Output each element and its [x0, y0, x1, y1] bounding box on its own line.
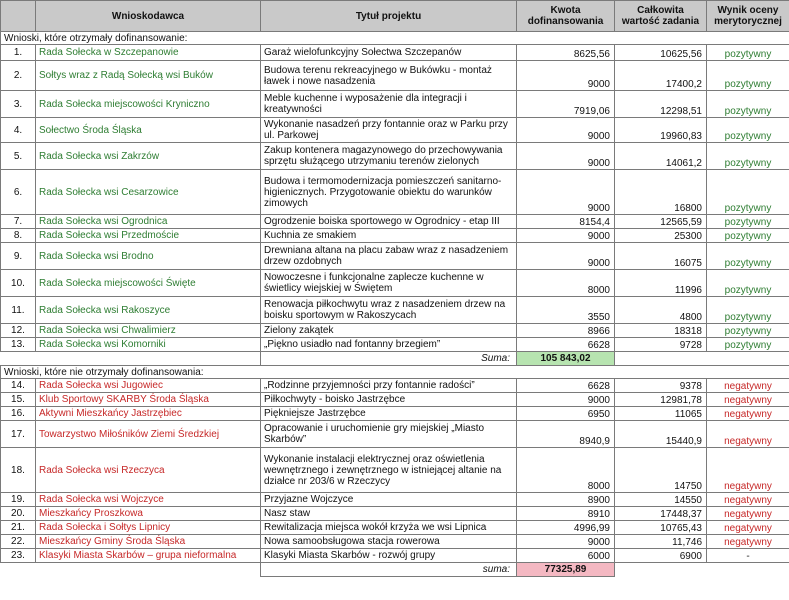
sum-value: 77325,89	[517, 563, 615, 577]
project-title-cell: Zakup kontenera magazynowego do przechowywania sprzętu służącego utrzymaniu terenów zielonych	[261, 143, 517, 170]
table-row	[1, 270, 789, 297]
applicant-cell: Rada Sołecka wsi Rakoszyce	[36, 297, 261, 324]
grant-amount-cell: 9000	[517, 229, 615, 243]
row-number: 7.	[1, 215, 36, 229]
row-number: 13.	[1, 338, 36, 352]
table-row	[1, 170, 789, 215]
result-cell: pozytywny	[707, 297, 789, 324]
section-funded-label: Wnioski, które otrzymały dofinansowanie:	[1, 32, 789, 45]
total-value-cell: 14061,2	[615, 143, 707, 170]
sum-row-unfunded	[1, 563, 789, 577]
result-cell: pozytywny	[707, 324, 789, 338]
result-cell: negatywny	[707, 521, 789, 535]
grant-amount-cell: 8900	[517, 493, 615, 507]
sum-blank	[1, 563, 261, 577]
result-cell: pozytywny	[707, 215, 789, 229]
project-title-cell: Klasyki Miasta Skarbów - rozwój grupy	[261, 549, 517, 563]
table-row	[1, 521, 789, 535]
row-number: 1.	[1, 45, 36, 61]
section-funded	[1, 32, 789, 45]
project-title-cell: „Rodzinne przyjemności przy fontannie radości”	[261, 379, 517, 393]
grant-amount-cell: 8910	[517, 507, 615, 521]
total-value-cell: 16800	[615, 170, 707, 215]
row-number: 18.	[1, 448, 36, 493]
table-row	[1, 143, 789, 170]
applicant-cell: Sołectwo Środa Śląska	[36, 118, 261, 143]
table-row	[1, 118, 789, 143]
header-number	[1, 1, 36, 32]
sum-blank	[615, 563, 789, 577]
total-value-cell: 14750	[615, 448, 707, 493]
total-value-cell: 17400,2	[615, 61, 707, 91]
header-applicant: Wnioskodawca	[36, 1, 261, 32]
project-title-cell: Ogrodzenie boiska sportowego w Ogrodnicy - etap III	[261, 215, 517, 229]
grant-amount-cell: 9000	[517, 143, 615, 170]
project-title-cell: Budowa terenu rekreacyjnego w Bukówku - montaż ławek i nowe nasadzenia	[261, 61, 517, 91]
grant-amount-cell: 9000	[517, 243, 615, 270]
row-number: 8.	[1, 229, 36, 243]
total-value-cell: 12565,59	[615, 215, 707, 229]
project-title-cell: Przyjazne Wojczyce	[261, 493, 517, 507]
row-number: 16.	[1, 407, 36, 421]
result-cell: pozytywny	[707, 143, 789, 170]
result-cell: negatywny	[707, 493, 789, 507]
result-cell: pozytywny	[707, 91, 789, 118]
result-cell: pozytywny	[707, 170, 789, 215]
sum-blank	[615, 352, 789, 366]
applicant-cell: Aktywni Mieszkańcy Jastrzębiec	[36, 407, 261, 421]
applicant-cell: Rada Sołecka miejscowości Kryniczno	[36, 91, 261, 118]
grant-amount-cell: 3550	[517, 297, 615, 324]
row-number: 19.	[1, 493, 36, 507]
grant-amount-cell: 9000	[517, 535, 615, 549]
header-grant: Kwota dofinansowania	[517, 1, 615, 32]
table-row	[1, 338, 789, 352]
result-cell: negatywny	[707, 448, 789, 493]
applicant-cell: Rada Sołecka wsi Cesarzowice	[36, 170, 261, 215]
grant-amount-cell: 9000	[517, 61, 615, 91]
section-unfunded-label: Wnioski, które nie otrzymały dofinansowania:	[1, 366, 789, 379]
project-title-cell: Nowoczesne i funkcjonalne zaplecze kuchenne w świetlicy wiejskiej w Świętem	[261, 270, 517, 297]
project-title-cell: Wykonanie nasadzeń przy fontannie oraz w Parku przy ul. Parkowej	[261, 118, 517, 143]
applicant-cell: Mieszkańcy Gminy Środa Śląska	[36, 535, 261, 549]
table-row	[1, 407, 789, 421]
total-value-cell: 10765,43	[615, 521, 707, 535]
total-value-cell: 16075	[615, 243, 707, 270]
applicant-cell: Rada Sołecka wsi Jugowiec	[36, 379, 261, 393]
result-cell: negatywny	[707, 393, 789, 407]
project-title-cell: Wykonanie instalacji elektrycznej oraz oświetlenia wewnętrznego i zewnętrznego w istniejącej altanie na działce nr 203/6 w Rzeczycy	[261, 448, 517, 493]
table-row	[1, 229, 789, 243]
total-value-cell: 17448,37	[615, 507, 707, 521]
project-title-cell: Nowa samoobsługowa stacja rowerowa	[261, 535, 517, 549]
result-cell: pozytywny	[707, 270, 789, 297]
applicant-cell: Rada Sołecka w Szczepanowie	[36, 45, 261, 61]
applicant-cell: Rada Sołecka wsi Ogrodnica	[36, 215, 261, 229]
applicant-cell: Klub Sportowy SKARBY Środa Śląska	[36, 393, 261, 407]
table-row	[1, 421, 789, 448]
section-unfunded	[1, 366, 789, 379]
project-title-cell: Piłkochwyty - boisko Jastrzębce	[261, 393, 517, 407]
row-number: 12.	[1, 324, 36, 338]
applicant-cell: Rada Sołecka wsi Komorniki	[36, 338, 261, 352]
table-row	[1, 91, 789, 118]
total-value-cell: 15440,9	[615, 421, 707, 448]
grant-amount-cell: 6000	[517, 549, 615, 563]
total-value-cell: 19960,83	[615, 118, 707, 143]
table-body	[1, 32, 789, 577]
result-cell: pozytywny	[707, 229, 789, 243]
row-number: 11.	[1, 297, 36, 324]
result-cell: negatywny	[707, 421, 789, 448]
row-number: 2.	[1, 61, 36, 91]
table-row	[1, 535, 789, 549]
applicant-cell: Rada Sołecka wsi Wojczyce	[36, 493, 261, 507]
header-row	[1, 1, 789, 32]
applicant-cell: Rada Sołecka miejscowości Święte	[36, 270, 261, 297]
applicant-cell: Sołtys wraz z Radą Sołecką wsi Buków	[36, 61, 261, 91]
total-value-cell: 25300	[615, 229, 707, 243]
applicant-cell: Rada Sołecka wsi Przedmoście	[36, 229, 261, 243]
table-row	[1, 379, 789, 393]
table-row	[1, 243, 789, 270]
total-value-cell: 11065	[615, 407, 707, 421]
table-row	[1, 507, 789, 521]
project-title-cell: Drewniana altana na placu zabaw wraz z nasadzeniem drzew ozdobnych	[261, 243, 517, 270]
total-value-cell: 12981,78	[615, 393, 707, 407]
sum-label: suma:	[261, 563, 517, 577]
row-number: 21.	[1, 521, 36, 535]
total-value-cell: 4800	[615, 297, 707, 324]
applicant-cell: Towarzystwo Miłośników Ziemi Średzkiej	[36, 421, 261, 448]
grant-amount-cell: 4996,99	[517, 521, 615, 535]
header-result: Wynik oceny merytorycznej	[707, 1, 789, 32]
project-title-cell: Garaż wielofunkcyjny Sołectwa Szczepanów	[261, 45, 517, 61]
header-title: Tytuł projektu	[261, 1, 517, 32]
total-value-cell: 11996	[615, 270, 707, 297]
result-cell: pozytywny	[707, 243, 789, 270]
grant-amount-cell: 9000	[517, 393, 615, 407]
applicant-cell: Rada Sołecka wsi Rzeczyca	[36, 448, 261, 493]
applicant-cell: Rada Sołecka i Sołtys Lipnicy	[36, 521, 261, 535]
project-title-cell: Rewitalizacja miejsca wokół krzyża we wsi Lipnica	[261, 521, 517, 535]
row-number: 20.	[1, 507, 36, 521]
result-cell: negatywny	[707, 535, 789, 549]
table-row	[1, 448, 789, 493]
total-value-cell: 6900	[615, 549, 707, 563]
table-row	[1, 45, 789, 61]
sum-row-funded	[1, 352, 789, 366]
project-title-cell: Renowacja piłkochwytu wraz z nasadzeniem drzew na boisku sportowym w Rakoszycach	[261, 297, 517, 324]
grant-amount-cell: 8625,56	[517, 45, 615, 61]
result-cell: -	[707, 549, 789, 563]
grant-amount-cell: 7919,06	[517, 91, 615, 118]
row-number: 6.	[1, 170, 36, 215]
row-number: 9.	[1, 243, 36, 270]
row-number: 3.	[1, 91, 36, 118]
row-number: 23.	[1, 549, 36, 563]
project-title-cell: Meble kuchenne i wyposażenie dla integracji i kreatywności	[261, 91, 517, 118]
grant-amount-cell: 8940,9	[517, 421, 615, 448]
applicant-cell: Rada Sołecka wsi Chwalimierz	[36, 324, 261, 338]
total-value-cell: 18318	[615, 324, 707, 338]
applicant-cell: Klasyki Miasta Skarbów – grupa nieformalna	[36, 549, 261, 563]
project-title-cell: Zielony zakątek	[261, 324, 517, 338]
grant-amount-cell: 6628	[517, 379, 615, 393]
project-title-cell: „Piękno usiadło nad fontanny brzegiem”	[261, 338, 517, 352]
row-number: 22.	[1, 535, 36, 549]
project-title-cell: Piękniejsze Jastrzębce	[261, 407, 517, 421]
project-title-cell: Nasz staw	[261, 507, 517, 521]
total-value-cell: 10625,56	[615, 45, 707, 61]
row-number: 4.	[1, 118, 36, 143]
header-total: Całkowita wartość zadania	[615, 1, 707, 32]
row-number: 17.	[1, 421, 36, 448]
row-number: 15.	[1, 393, 36, 407]
grant-amount-cell: 8966	[517, 324, 615, 338]
total-value-cell: 9378	[615, 379, 707, 393]
project-title-cell: Opracowanie i uruchomienie gry miejskiej „Miasto Skarbów”	[261, 421, 517, 448]
project-title-cell: Kuchnia ze smakiem	[261, 229, 517, 243]
table-row	[1, 324, 789, 338]
table-row	[1, 393, 789, 407]
project-title-cell: Budowa i termomodernizacja pomieszczeń sanitarno-higienicznych. Przygotowanie obiektu do warunków zimowych	[261, 170, 517, 215]
grant-amount-cell: 6950	[517, 407, 615, 421]
table-row	[1, 61, 789, 91]
result-cell: pozytywny	[707, 61, 789, 91]
result-cell: negatywny	[707, 507, 789, 521]
table-row	[1, 297, 789, 324]
total-value-cell: 9728	[615, 338, 707, 352]
sum-blank	[1, 352, 261, 366]
result-cell: pozytywny	[707, 338, 789, 352]
row-number: 5.	[1, 143, 36, 170]
table-row	[1, 215, 789, 229]
grant-amount-cell: 8000	[517, 448, 615, 493]
grant-amount-cell: 8000	[517, 270, 615, 297]
sum-label: Suma:	[261, 352, 517, 366]
applicant-cell: Mieszkańcy Proszkowa	[36, 507, 261, 521]
row-number: 10.	[1, 270, 36, 297]
table-row	[1, 493, 789, 507]
grant-amount-cell: 9000	[517, 170, 615, 215]
result-cell: negatywny	[707, 379, 789, 393]
row-number: 14.	[1, 379, 36, 393]
applicant-cell: Rada Sołecka wsi Zakrzów	[36, 143, 261, 170]
result-cell: pozytywny	[707, 45, 789, 61]
total-value-cell: 14550	[615, 493, 707, 507]
result-cell: pozytywny	[707, 118, 789, 143]
grant-amount-cell: 6628	[517, 338, 615, 352]
total-value-cell: 11,746	[615, 535, 707, 549]
grant-amount-cell: 8154,4	[517, 215, 615, 229]
result-cell: negatywny	[707, 407, 789, 421]
applicant-cell: Rada Sołecka wsi Brodno	[36, 243, 261, 270]
table-row	[1, 549, 789, 563]
sum-value: 105 843,02	[517, 352, 615, 366]
total-value-cell: 12298,51	[615, 91, 707, 118]
grant-amount-cell: 9000	[517, 118, 615, 143]
